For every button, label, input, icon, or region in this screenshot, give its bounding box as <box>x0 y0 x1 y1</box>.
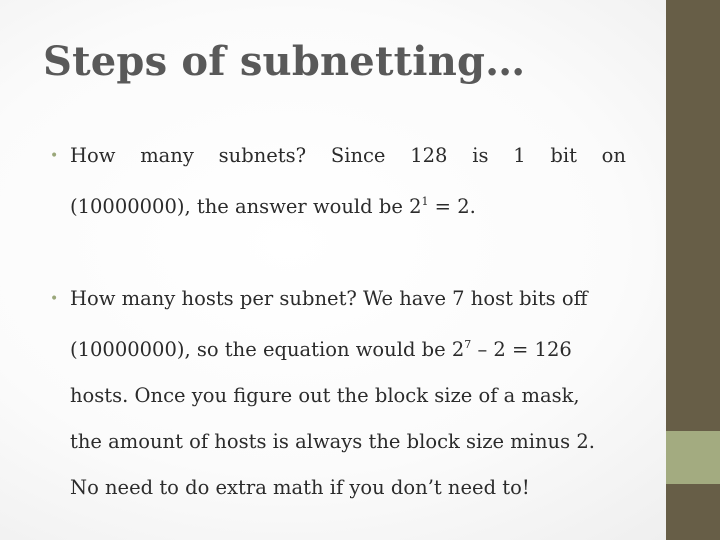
exponent: 7 <box>464 338 472 351</box>
bullet-text-segment: – 2 = 126 <box>471 338 572 361</box>
bullet-text-line: How many hosts per subnet? We have 7 host bits off <box>70 287 588 310</box>
bullet-text-segment: (10000000), so the equation would be 2 <box>70 338 465 361</box>
bullet-text-line: No need to do extra math if you don’t need to! <box>70 476 530 499</box>
bullet-item-hosts <box>50 276 626 511</box>
bullet-text-line <box>56 179 626 230</box>
exponent: 1 <box>421 195 429 208</box>
bullet-text-line <box>56 322 626 373</box>
bullet-text-segment: = 2. <box>428 195 476 218</box>
bullet-marker: • <box>50 291 59 307</box>
slide-title: Steps of subnetting… <box>43 38 526 85</box>
bullet-item-subnets <box>50 133 626 230</box>
bullet-text-segment: (10000000), the answer would be 2 <box>70 195 422 218</box>
bullet-marker: • <box>50 148 59 164</box>
bullet-text-line: hosts. Once you figure out the block size of a mask, <box>70 384 580 407</box>
bullet-text-line: the amount of hosts is always the block size minus 2. <box>70 430 595 453</box>
bullet-text-line: How many subnets? Since 128 is 1 bit on <box>70 144 626 167</box>
sidebar-accent-block <box>666 431 720 484</box>
